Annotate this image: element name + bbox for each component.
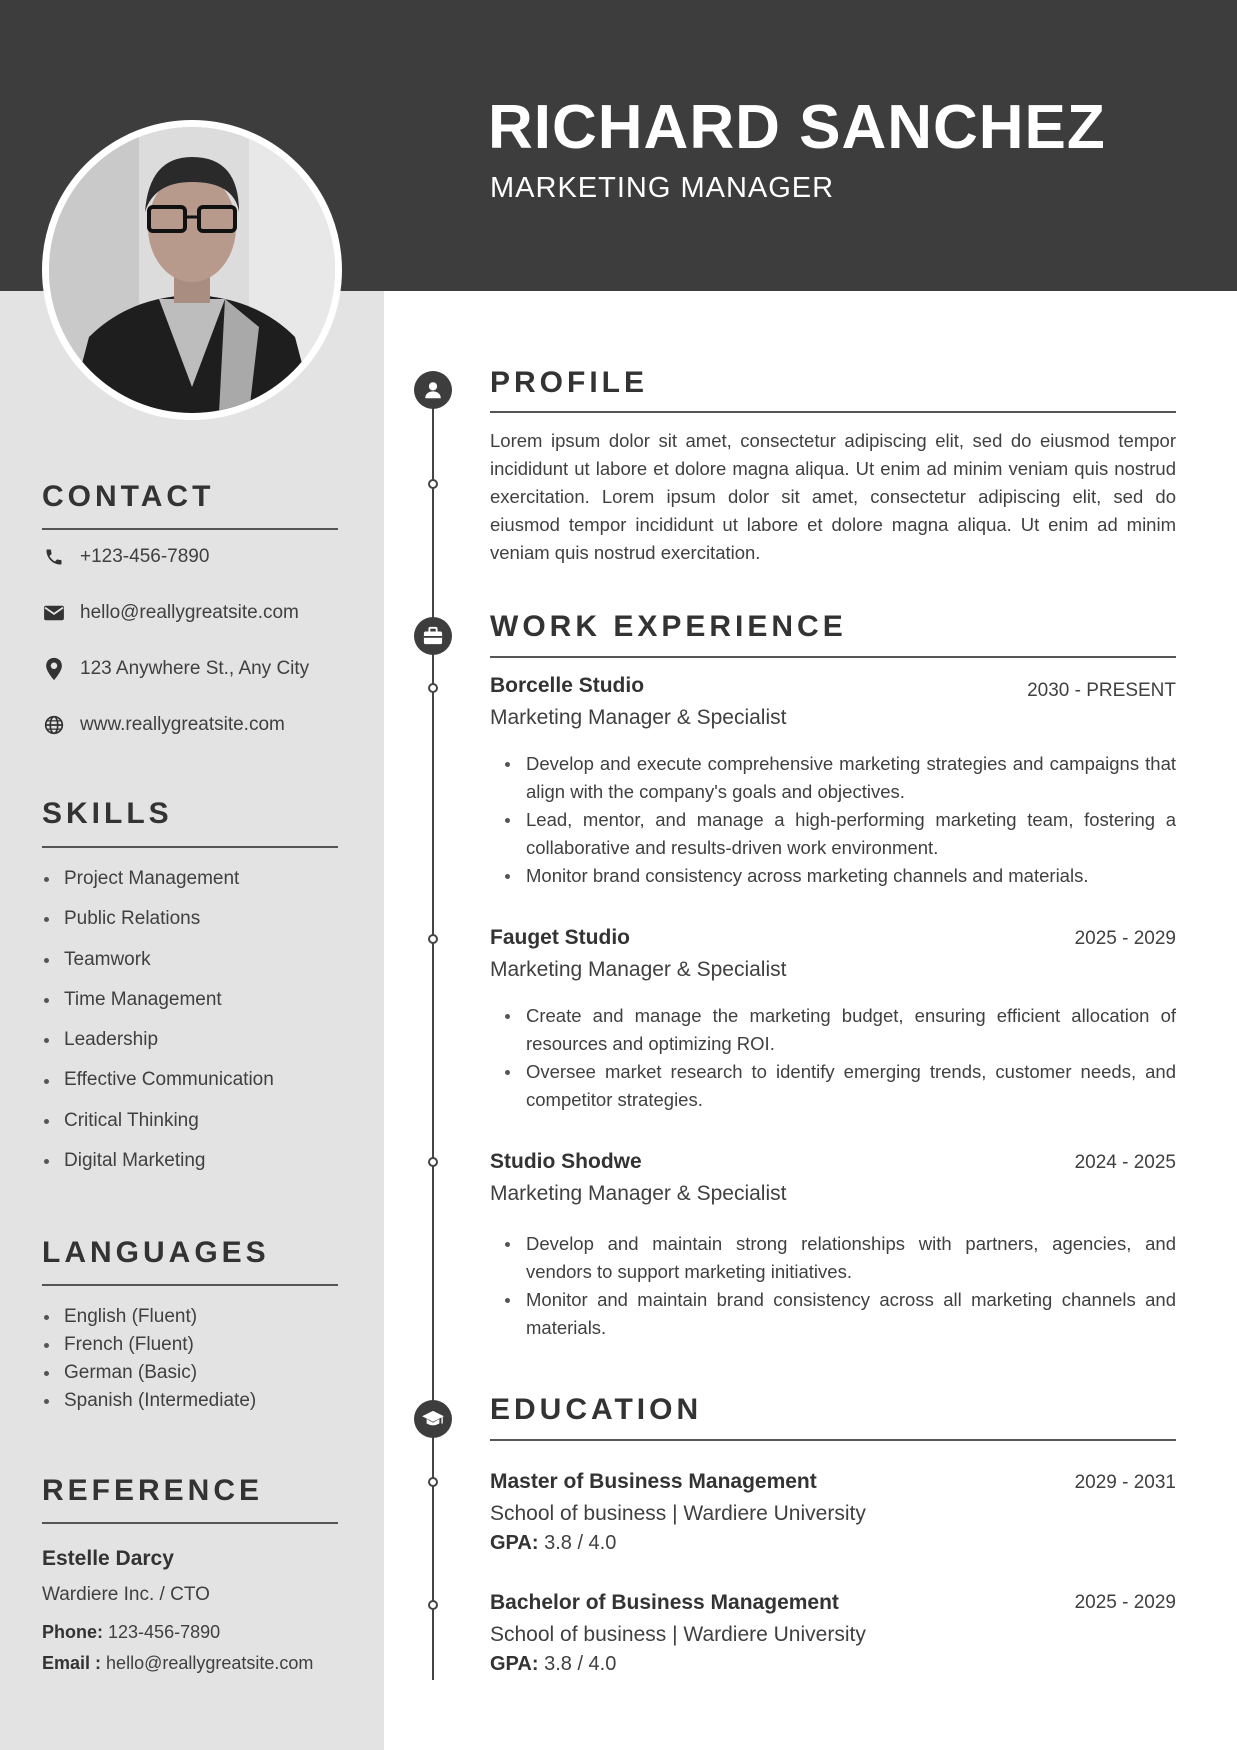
profile-text: Lorem ipsum dolor sit amet, consectetur adipiscing elit, sed do eiusmod tempor incididunt ut labore et dolore magna aliqua. Ut enim ad minim veniam quis nostrud exercitation. Lorem ipsum dolor sit amet, consectetur adipiscing elit, sed do eiusmod tempor incididunt ut labore et dolore magna aliqua. Ut enim ad minim veniam quis nostrud exercitation. bbox=[490, 430, 1176, 563]
job-date: 2024 - 2025 bbox=[1074, 1152, 1176, 1173]
contact-email[interactable] bbox=[42, 598, 342, 628]
skill-item: Leadership bbox=[42, 1020, 274, 1060]
language-item: French (Fluent) bbox=[42, 1331, 256, 1359]
reference-name: Estelle Darcy bbox=[42, 1547, 174, 1570]
education-gpa bbox=[490, 1653, 616, 1676]
website-text: www.reallygreatsite.com bbox=[80, 714, 285, 735]
job-bullet: Develop and maintain strong relationships with partners, agencies, and vendors to support marketing initiatives. bbox=[526, 1230, 1176, 1286]
skill-item: Teamwork bbox=[42, 940, 274, 980]
languages-list bbox=[42, 1303, 256, 1415]
globe-icon bbox=[42, 713, 66, 737]
skills-divider bbox=[42, 846, 338, 848]
language-item: German (Basic) bbox=[42, 1359, 256, 1387]
reference-email-label: Email : bbox=[42, 1653, 102, 1673]
education-gpa bbox=[490, 1532, 616, 1555]
languages-heading: LANGUAGES bbox=[42, 1236, 270, 1269]
briefcase-icon bbox=[414, 617, 452, 655]
job-bullet: Lead, mentor, and manage a high-performing marketing team, fostering a collaborative and results-driven work environment. bbox=[526, 806, 1176, 862]
timeline-dot bbox=[428, 683, 438, 693]
language-item: English (Fluent) bbox=[42, 1303, 256, 1331]
contact-address bbox=[42, 654, 342, 684]
contact-website[interactable] bbox=[42, 710, 342, 740]
job-bullets bbox=[526, 750, 1176, 890]
language-item: Spanish (Intermediate) bbox=[42, 1387, 256, 1415]
job-title: MARKETING MANAGER bbox=[490, 172, 835, 204]
job-role: Marketing Manager & Specialist bbox=[490, 958, 787, 981]
skill-item: Critical Thinking bbox=[42, 1101, 274, 1141]
gpa-label: GPA: bbox=[490, 1653, 539, 1675]
job-bullets bbox=[526, 1230, 1176, 1342]
job-bullet: Monitor and maintain brand consistency across all marketing channels and materials. bbox=[526, 1286, 1176, 1342]
work-divider bbox=[490, 656, 1176, 658]
reference-email-value[interactable]: hello@reallygreatsite.com bbox=[106, 1653, 314, 1673]
education-school: School of business | Wardiere University bbox=[490, 1502, 866, 1525]
job-date: 2030 - PRESENT bbox=[1027, 680, 1176, 701]
education-degree: Bachelor of Business Management bbox=[490, 1591, 839, 1614]
gpa-label: GPA: bbox=[490, 1532, 539, 1554]
reference-phone bbox=[42, 1622, 220, 1643]
email-icon bbox=[42, 601, 66, 625]
job-bullet: Oversee market research to identify emerging trends, customer needs, and competitor strategies. bbox=[526, 1058, 1176, 1114]
reference-divider bbox=[42, 1522, 338, 1524]
profile-section-icon bbox=[414, 371, 452, 409]
reference-email bbox=[42, 1653, 313, 1674]
skill-item: Time Management bbox=[42, 980, 274, 1020]
phone-text: +123-456-7890 bbox=[80, 546, 210, 567]
timeline-dot bbox=[428, 934, 438, 944]
education-heading: EDUCATION bbox=[490, 1393, 703, 1426]
location-icon bbox=[42, 657, 66, 681]
education-date: 2025 - 2029 bbox=[1074, 1592, 1176, 1613]
reference-company: Wardiere Inc. / CTO bbox=[42, 1584, 210, 1605]
contact-divider bbox=[42, 528, 338, 530]
profile-heading: PROFILE bbox=[490, 366, 649, 399]
education-date: 2029 - 2031 bbox=[1074, 1472, 1176, 1493]
person-name: RICHARD SANCHEZ bbox=[488, 93, 1106, 162]
profile-photo bbox=[42, 120, 342, 420]
timeline-dot bbox=[428, 1477, 438, 1487]
job-bullets bbox=[526, 1002, 1176, 1114]
education-school: School of business | Wardiere University bbox=[490, 1623, 866, 1646]
job-date: 2025 - 2029 bbox=[1074, 928, 1176, 949]
contact-heading: CONTACT bbox=[42, 480, 215, 513]
languages-divider bbox=[42, 1284, 338, 1286]
education-divider bbox=[490, 1439, 1176, 1441]
address-text: 123 Anywhere St., Any City bbox=[80, 658, 310, 679]
skill-item: Effective Communication bbox=[42, 1060, 274, 1100]
phone-icon bbox=[42, 545, 66, 569]
work-heading: WORK EXPERIENCE bbox=[490, 610, 847, 643]
profile-divider bbox=[490, 411, 1176, 413]
job-role: Marketing Manager & Specialist bbox=[490, 1182, 787, 1205]
reference-heading: REFERENCE bbox=[42, 1474, 264, 1507]
job-bullet: Create and manage the marketing budget, ensuring efficient allocation of resources and optimizing ROI. bbox=[526, 1002, 1176, 1058]
email-text: hello@reallygreatsite.com bbox=[80, 602, 299, 623]
job-company: Borcelle Studio bbox=[490, 674, 645, 697]
job-company: Studio Shodwe bbox=[490, 1150, 642, 1173]
timeline-dot bbox=[428, 479, 438, 489]
skills-list bbox=[42, 859, 274, 1181]
skill-item: Public Relations bbox=[42, 899, 274, 939]
job-role: Marketing Manager & Specialist bbox=[490, 706, 787, 729]
reference-phone-value: 123-456-7890 bbox=[108, 1622, 221, 1642]
skill-item: Project Management bbox=[42, 859, 274, 899]
reference-phone-label: Phone: bbox=[42, 1622, 103, 1642]
gpa-value: 3.8 / 4.0 bbox=[544, 1532, 617, 1554]
job-bullet: Develop and execute comprehensive marketing strategies and campaigns that align with the company's goals and objectives. bbox=[526, 750, 1176, 806]
job-bullet: Monitor brand consistency across marketing channels and materials. bbox=[526, 862, 1176, 890]
skill-item: Digital Marketing bbox=[42, 1141, 274, 1181]
contact-phone[interactable] bbox=[42, 542, 342, 572]
gpa-value: 3.8 / 4.0 bbox=[544, 1653, 617, 1675]
timeline-line bbox=[432, 395, 434, 1680]
timeline-dot bbox=[428, 1157, 438, 1167]
job-company: Fauget Studio bbox=[490, 926, 630, 949]
skills-heading: SKILLS bbox=[42, 797, 173, 830]
graduation-cap-icon bbox=[414, 1400, 452, 1438]
timeline-dot bbox=[428, 1600, 438, 1610]
education-degree: Master of Business Management bbox=[490, 1470, 817, 1493]
